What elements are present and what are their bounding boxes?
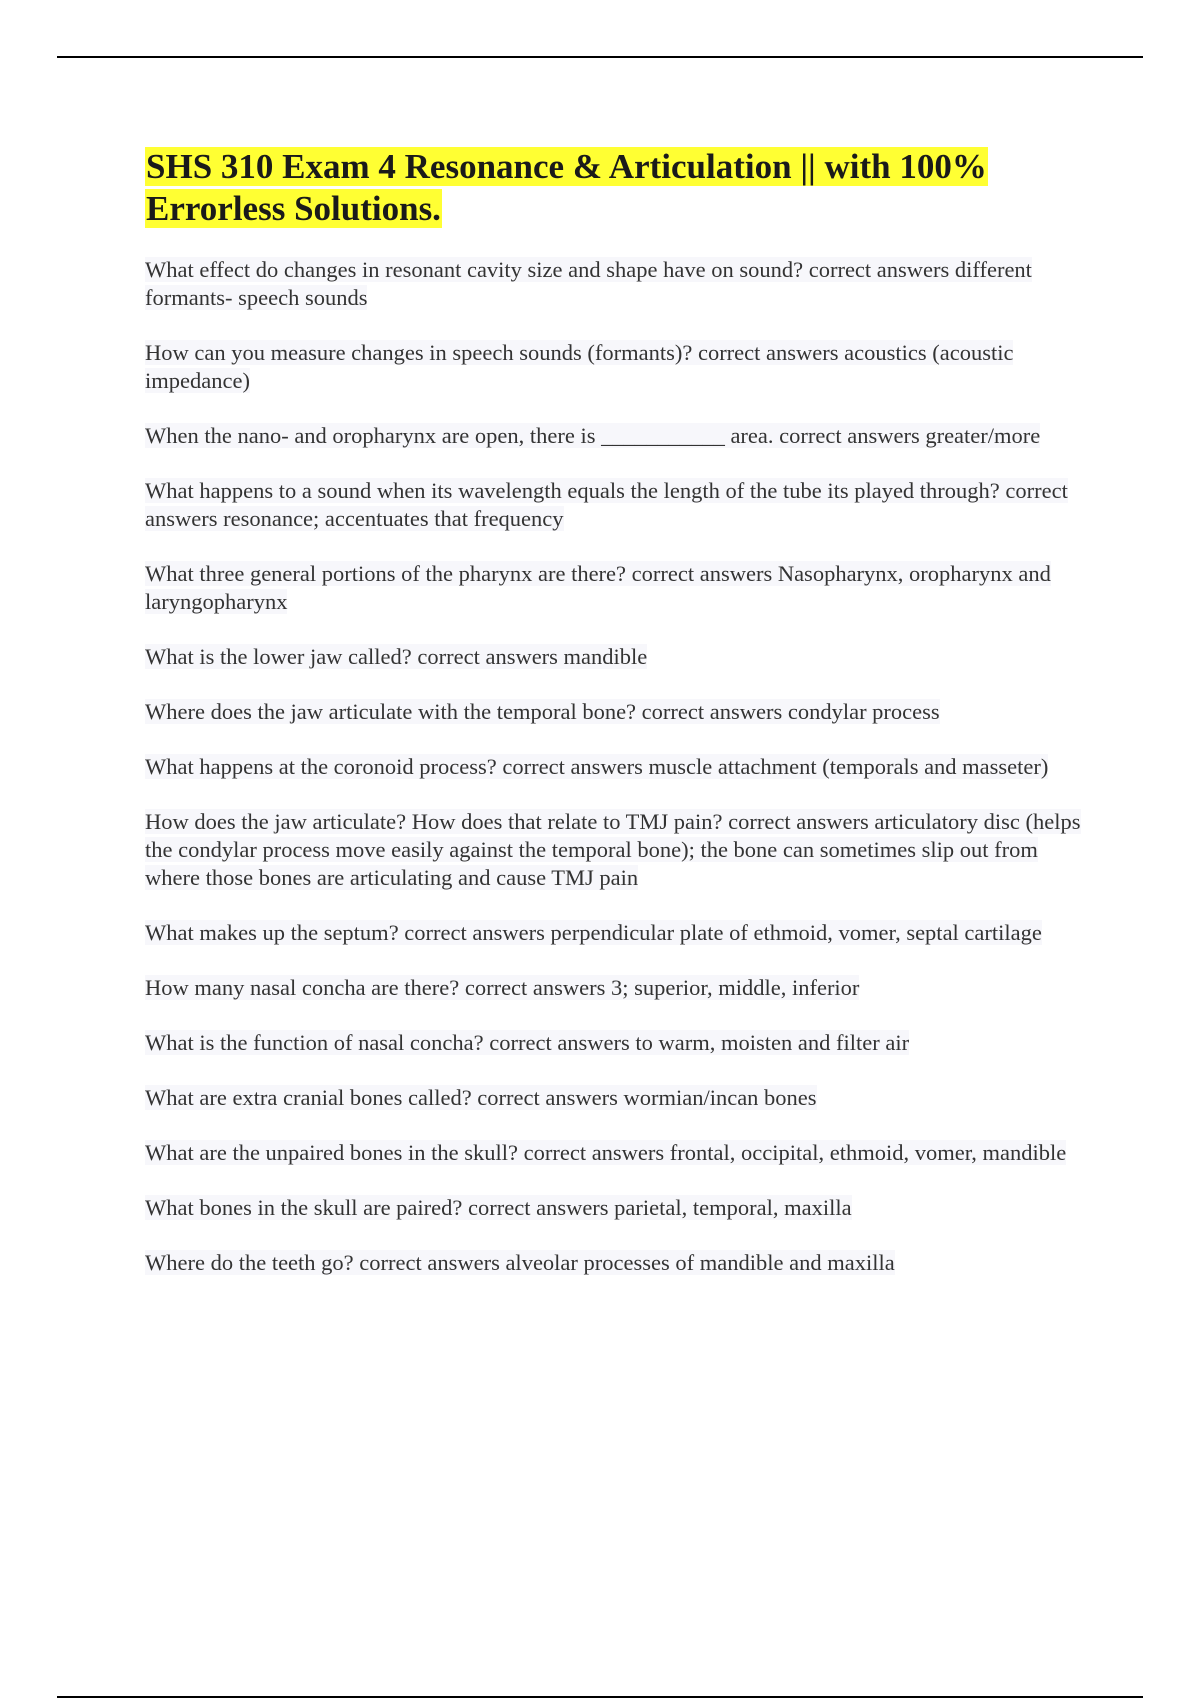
- qa-item: [145, 560, 1090, 616]
- qa-item: [145, 1084, 1090, 1112]
- qa-item-text: Where does the jaw articulate with the temporal bone? correct answers condylar process: [145, 699, 940, 724]
- qa-item-text: What bones in the skull are paired? correct answers parietal, temporal, maxilla: [145, 1195, 852, 1220]
- qa-item: [145, 698, 1090, 726]
- qa-item-text: What are the unpaired bones in the skull? correct answers frontal, occipital, ethmoid, vomer, mandible: [145, 1140, 1067, 1165]
- qa-item-text: How many nasal concha are there? correct answers 3; superior, middle, inferior: [145, 975, 860, 1000]
- qa-item: [145, 339, 1090, 395]
- qa-item-text: What happens to a sound when its wavelength equals the length of the tube its played through? correct answers resonance; accentuates that frequency: [145, 478, 1068, 531]
- qa-item: [145, 753, 1090, 781]
- document-title-text: SHS 310 Exam 4 Resonance & Articulation || with 100% Errorless Solutions.: [146, 147, 987, 228]
- qa-item-text: When the nano- and oropharynx are open, there is ___________ area. correct answers greater/more: [145, 423, 1041, 448]
- qa-item: [145, 1249, 1090, 1277]
- qa-item-text: What is the function of nasal concha? correct answers to warm, moisten and filter air: [145, 1030, 910, 1055]
- qa-item: [145, 643, 1090, 671]
- qa-item-text: What makes up the septum? correct answers perpendicular plate of ethmoid, vomer, septal cartilage: [145, 920, 1042, 945]
- page-top-rule: [57, 56, 1143, 58]
- qa-item-text: What three general portions of the pharynx are there? correct answers Nasopharynx, oropharynx and laryngopharynx: [145, 561, 1051, 614]
- qa-item: [145, 477, 1090, 533]
- qa-item: [145, 1194, 1090, 1222]
- document-body: [145, 146, 1090, 1304]
- qa-item: [145, 422, 1090, 450]
- qa-item: [145, 1139, 1090, 1167]
- qa-item-text: What happens at the coronoid process? correct answers muscle attachment (temporals and masseter): [145, 754, 1049, 779]
- qa-item: [145, 1029, 1090, 1057]
- document-title: [145, 146, 1045, 230]
- qa-item-text: What are extra cranial bones called? correct answers wormian/incan bones: [145, 1085, 817, 1110]
- qa-item: [145, 919, 1090, 947]
- qa-item-text: What is the lower jaw called? correct answers mandible: [145, 644, 648, 669]
- qa-item: [145, 974, 1090, 1002]
- qa-item: [145, 256, 1090, 312]
- qa-item: [145, 808, 1090, 892]
- qa-item-text: How can you measure changes in speech sounds (formants)? correct answers acoustics (acoustic impedance): [145, 340, 1014, 393]
- qa-item-text: What effect do changes in resonant cavity size and shape have on sound? correct answers different formants- speech sounds: [145, 257, 1032, 310]
- qa-item-text: How does the jaw articulate? How does that relate to TMJ pain? correct answers articulatory disc (helps the condylar process move easily against the temporal bone); the bone can sometimes slip out from where those bones are articulating and cause TMJ pain: [145, 809, 1081, 890]
- page-bottom-rule: [57, 1696, 1143, 1698]
- qa-item-text: Where do the teeth go? correct answers alveolar processes of mandible and maxilla: [145, 1250, 895, 1275]
